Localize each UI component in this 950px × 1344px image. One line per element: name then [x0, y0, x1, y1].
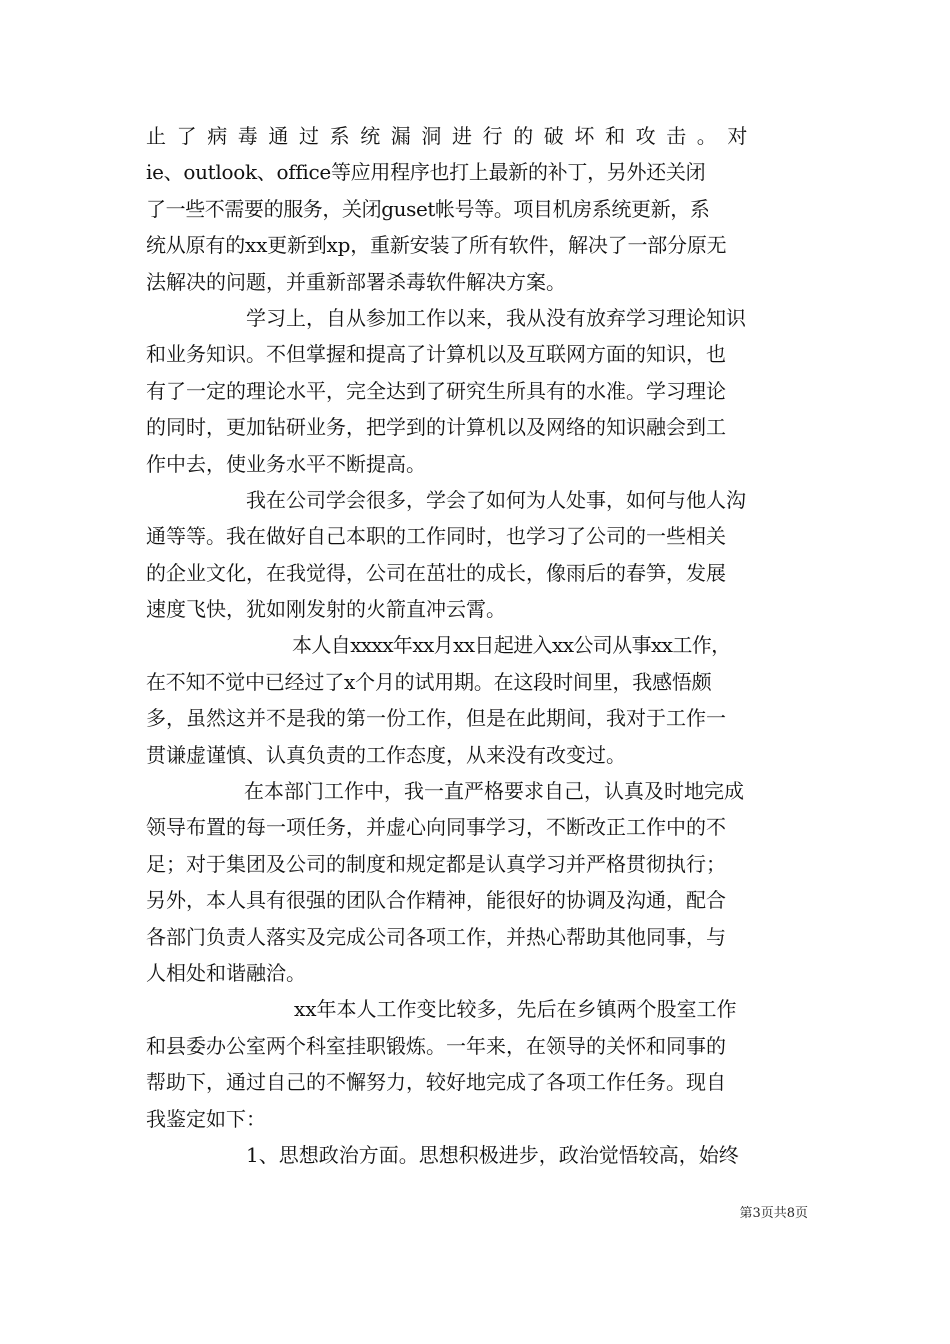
text-line: 领导布置的每一项任务，并虚心向同事学习，不断改正工作中的不 [146, 815, 726, 840]
text-line: 止了病毒通过系统漏洞进行的破坏和攻击。对 [146, 124, 758, 148]
text-line: 足；对于集团及公司的制度和规定都是认真学习并严格贯彻执行； [146, 851, 726, 876]
text-line: 帮助下，通过自己的不懈努力，较好地完成了各项工作任务。现自 [146, 1070, 726, 1095]
document-body [146, 118, 806, 1173]
text-line: 和县委办公室两个科室挂职锻炼。一年来，在领导的关怀和同事的 [146, 1033, 726, 1058]
paragraph-first-line: xx年本人工作变比较多，先后在乡镇两个股室工作 [294, 997, 737, 1022]
paragraph-first-line: 我在公司学会很多，学会了如何为人处事，如何与他人沟 [246, 487, 746, 512]
text-line: 各部门负责人落实及完成公司各项工作，并热心帮助其他同事，与 [146, 924, 726, 949]
paragraph-first-line: 学习上，自从参加工作以来，我从没有放弃学习理论知识 [246, 305, 746, 330]
text-line: 有了一定的理论水平，完全达到了研究生所具有的水准。学习理论 [146, 378, 726, 403]
text-line: ie、outlook、office等应用程序也打上最新的补丁，另外还关闭 [146, 160, 706, 185]
text-line: 多，虽然这并不是我的第一份工作，但是在此期间，我对于工作一 [146, 706, 726, 731]
text-line: 我鉴定如下： [146, 1106, 266, 1131]
text-line: 了一些不需要的服务，关闭guset帐号等。项目机房系统更新，系 [146, 196, 710, 221]
text-line: 的企业文化，在我觉得，公司在茁壮的成长，像雨后的春笋，发展 [146, 560, 726, 585]
paragraph-first-line: 在本部门工作中，我一直严格要求自己，认真及时地完成 [244, 779, 744, 804]
text-line: 和业务知识。不但掌握和提高了计算机以及互联网方面的知识，也 [146, 342, 726, 367]
text-line: 在不知不觉中已经过了x个月的试用期。在这段时间里，我感悟颇 [146, 669, 712, 694]
text-line: 另外，本人具有很强的团队合作精神，能很好的协调及沟通，配合 [146, 888, 726, 913]
text-line: 人相处和谐融洽。 [146, 960, 306, 985]
text-line: 作中去，使业务水平不断提高。 [146, 451, 426, 476]
text-line: 通等等。我在做好自己本职的工作同时，也学习了公司的一些相关 [146, 524, 726, 549]
paragraph-first-line: 1、思想政治方面。思想积极进步，政治觉悟较高，始终 [246, 1142, 739, 1167]
text-line: 统从原有的xx更新到xp，重新安装了所有软件，解决了一部分原无 [146, 233, 727, 258]
text-line: 的同时，更加钻研业务，把学到的计算机以及网络的知识融会到工 [146, 415, 726, 440]
text-line: 法解决的问题，并重新部署杀毒软件解决方案。 [146, 269, 566, 294]
paragraph-first-line: 本人自xxxx年xx月xx日起进入xx公司从事xx工作， [292, 633, 731, 658]
page-number-footer: 第3页共8页 [739, 1206, 808, 1221]
text-line: 贯谦虚谨慎、认真负责的工作态度，从来没有改变过。 [146, 742, 626, 767]
text-line: 速度飞快，犹如刚发射的火箭直冲云霄。 [146, 597, 506, 622]
